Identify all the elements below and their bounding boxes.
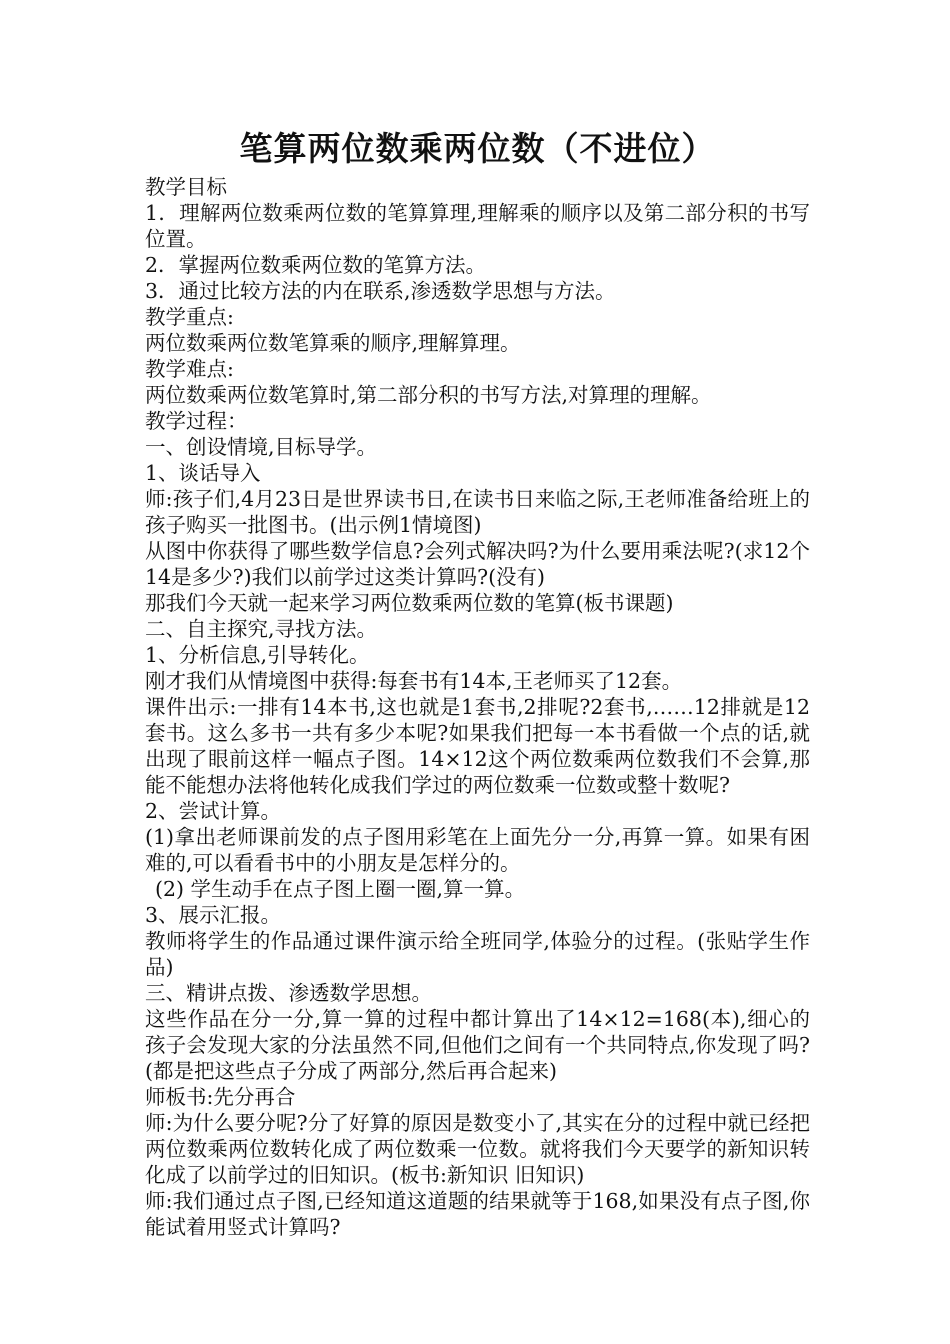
paragraph: 教师将学生的作品通过课件演示给全班同学,体验分的过程。(张贴学生作品) bbox=[145, 929, 810, 979]
paragraph: 从图中你获得了哪些数学信息?会列式解决吗?为什么要用乘法呢?(求12个14是多少?)我们以前学过这类计算吗?(没有) bbox=[145, 539, 810, 589]
document-body bbox=[145, 174, 810, 1240]
section-heading-objectives: 教学目标 bbox=[145, 175, 227, 199]
objective-item: 3．通过比较方法的内在联系,渗透数学思想与方法。 bbox=[145, 279, 616, 303]
step-heading: 1、谈话导入 bbox=[145, 461, 261, 485]
paragraph: 师:我们通过点子图,已经知道这道题的结果就等于168,如果没有点子图,你能试着用竖式计算吗? bbox=[145, 1189, 810, 1239]
paragraph: 师:为什么要分呢?分了好算的原因是数变小了,其实在分的过程中就已经把两位数乘两位数转化成了两位数乘一位数。就将我们今天要学的新知识转化成了以前学过的旧知识。(板书:新知识 旧知识) bbox=[145, 1111, 810, 1187]
step-heading: 1、分析信息,引导转化。 bbox=[145, 643, 370, 667]
paragraph: 那我们今天就一起来学习两位数乘两位数的笔算(板书课题) bbox=[145, 591, 674, 615]
subsection-heading: 三、精讲点拨、渗透数学思想。 bbox=[145, 981, 432, 1005]
document-title: 笔算两位数乘两位数（不进位） bbox=[239, 129, 716, 168]
paragraph: (1)拿出老师课前发的点子图用彩笔在上面先分一分,再算一算。如果有困难的,可以看看书中的小朋友是怎样分的。 bbox=[145, 825, 810, 875]
objective-item: 1．理解两位数乘两位数的笔算算理,理解乘的顺序以及第二部分积的书写位置。 bbox=[145, 201, 810, 251]
section-heading-key-points: 教学重点: bbox=[145, 305, 234, 329]
document-page bbox=[145, 124, 810, 1240]
paragraph: 师:孩子们,4月23日是世界读书日,在读书日来临之际,王老师准备给班上的孩子购买一批图书。(出示例1情境图) bbox=[145, 487, 810, 537]
subsection-heading: 一、创设情境,目标导学。 bbox=[145, 435, 378, 459]
objective-item: 2．掌握两位数乘两位数的笔算方法。 bbox=[145, 253, 487, 277]
paragraph: 师板书:先分再合 bbox=[145, 1085, 296, 1109]
step-heading: 2、尝试计算。 bbox=[145, 799, 282, 823]
section-heading-process: 教学过程： bbox=[145, 409, 248, 433]
paragraph: 课件出示:一排有14本书,这也就是1套书,2排呢?2套书,……12排就是12套书。这么多书一共有多少本呢?如果我们把每一本书看做一个点的话,就出现了眼前这样一幅点子图。14×12这个两位数乘两位数我们不会算,那能不能想办法将他转化成我们学过的两位数乘一位数或整十数呢? bbox=[145, 695, 810, 797]
paragraph: 这些作品在分一分,算一算的过程中都计算出了14×12=168(本),细心的孩子会发现大家的分法虽然不同,但他们之间有一个共同特点,你发现了吗?(都是把这些点子分成了两部分,然后再合起来) bbox=[145, 1007, 810, 1083]
paragraph: 刚才我们从情境图中获得:每套书有14本,王老师买了12套。 bbox=[145, 669, 683, 693]
section-heading-difficulties: 教学难点: bbox=[145, 357, 234, 381]
subsection-heading: 二、自主探究,寻找方法。 bbox=[145, 617, 378, 641]
paragraph: 两位数乘两位数笔算时,第二部分积的书写方法,对算理的理解。 bbox=[145, 383, 712, 407]
step-heading: 3、展示汇报。 bbox=[145, 903, 282, 927]
paragraph: (2) 学生动手在点子图上圈一圈,算一算。 bbox=[155, 877, 526, 901]
paragraph: 两位数乘两位数笔算乘的顺序,理解算理。 bbox=[145, 331, 521, 355]
